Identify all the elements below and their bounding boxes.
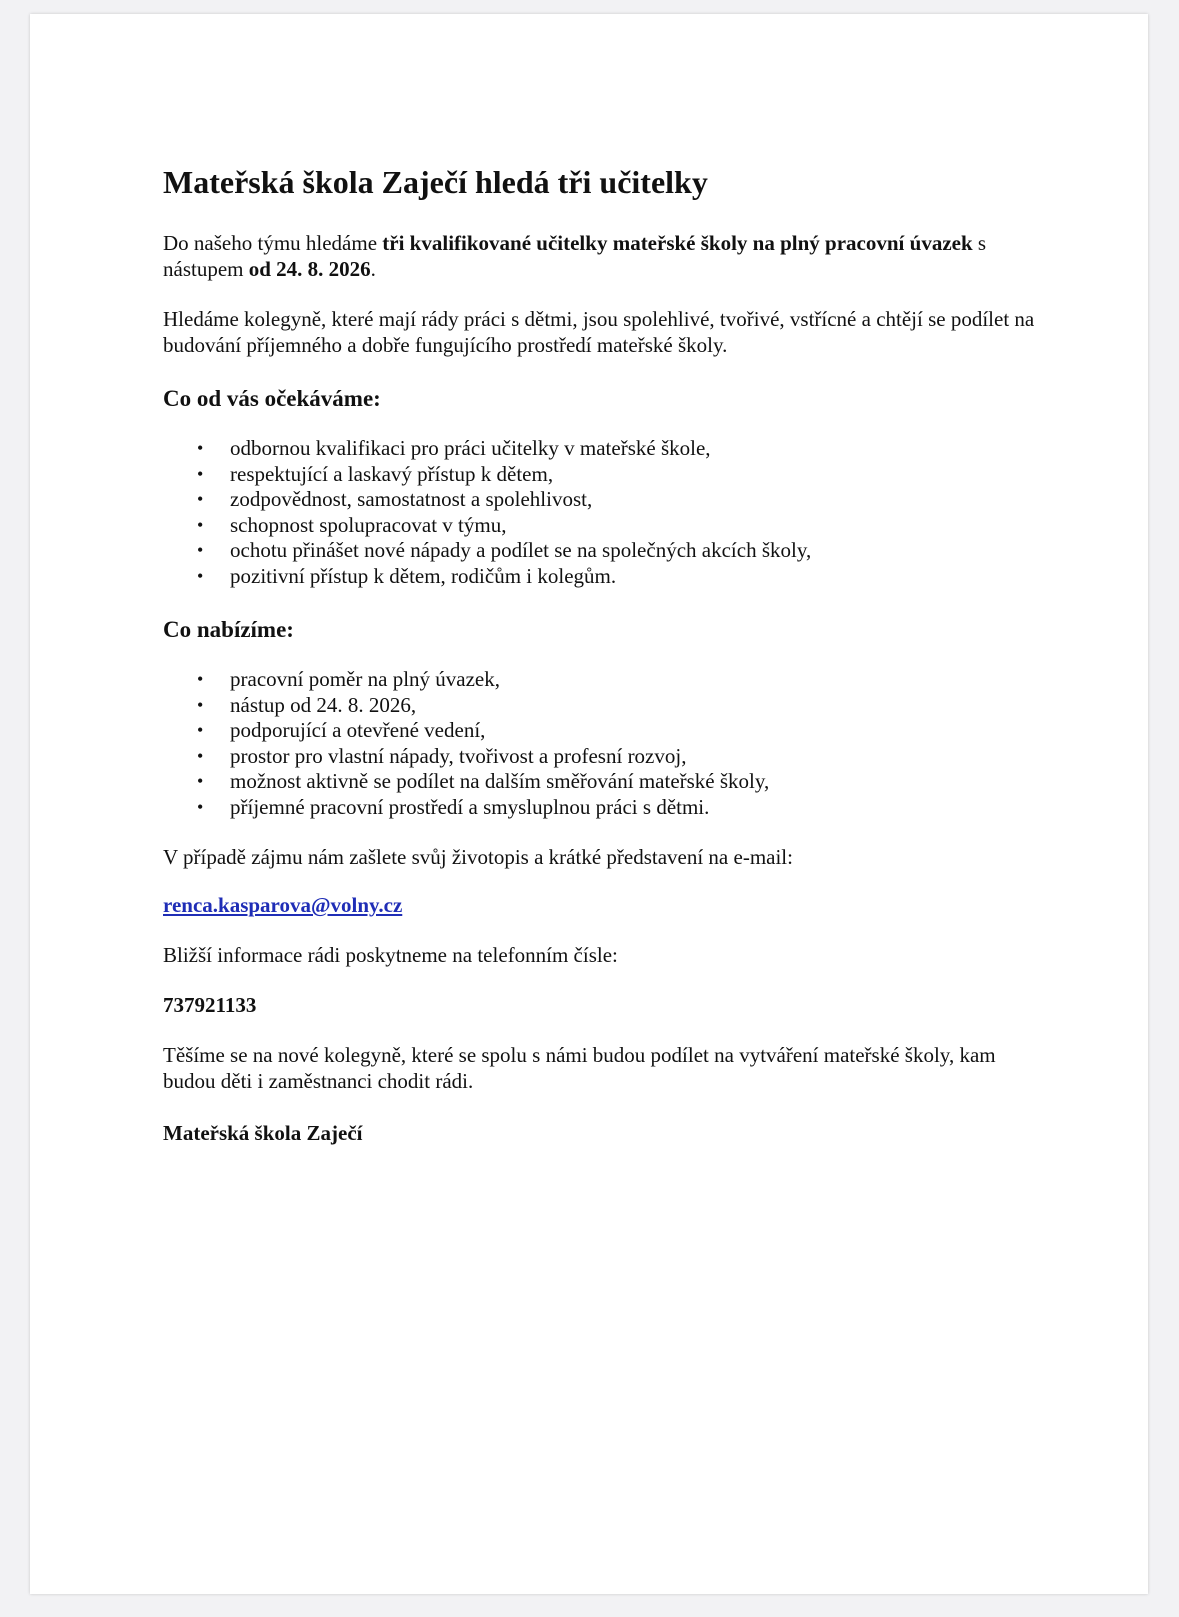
intro-text-3: .	[370, 257, 376, 281]
contact-intro: V případě zájmu nám zašlete svůj životopis a krátké představení na e-mail:	[163, 845, 793, 869]
list-item: • schopnost spolupracovat v týmu,	[197, 512, 507, 537]
list-item: • zodpovědnost, samostatnost a spolehlivost,	[197, 487, 593, 511]
signature: Mateřská škola Zaječí	[163, 1121, 363, 1145]
list-item: • podporující a otevřené vedení,	[197, 718, 486, 742]
bullet-icon: •	[197, 463, 204, 484]
list-item: • respektující a laskavý přístup k dětem,	[197, 461, 554, 486]
bullet-icon: •	[197, 720, 204, 740]
list-item: • pracovní poměr na plný úvazek,	[197, 667, 500, 691]
bullet-icon: •	[197, 745, 204, 766]
description-paragraph: Hledáme kolegyně, které mají rády práci s dětmi, jsou spolehlivé, tvořivé, vstřícné a chtějí se podílet na budování příjemného a dobře fungujícího prostředí mateřské školy.	[163, 307, 1035, 357]
bullet-icon: •	[197, 540, 204, 560]
phone-number: 737921133	[163, 993, 257, 1017]
document-content	[163, 144, 1043, 1146]
phone-intro: Bližší informace rádi poskytneme na telefonním čísle:	[163, 943, 618, 967]
bullet-icon: •	[197, 694, 204, 715]
intro-text-2: s nástupem	[163, 231, 987, 281]
closing-paragraph: Těšíme se na nové kolegyně, které se spolu s námi budou podílet na vytváření mateřské školy, kam budou děti i zaměstnanci chodit rádi.	[163, 1043, 996, 1093]
intro-paragraph	[163, 230, 1043, 282]
bullet-icon: •	[197, 565, 204, 586]
intro-bold-start-date: od 24. 8. 2026	[248, 257, 371, 281]
bullet-icon: •	[197, 669, 204, 689]
expectations-heading: Co od vás očekáváme:	[163, 386, 381, 411]
email-link[interactable]: renca.kasparova@volny.cz	[163, 893, 403, 917]
list-item: • odbornou kvalifikaci pro práci učitelky v mateřské škole,	[197, 436, 711, 460]
list-item: • příjemné pracovní prostředí a smysluplnou práci s dětmi.	[197, 794, 710, 819]
expectations-list	[197, 436, 1043, 589]
intro-bold-position: tři kvalifikované učitelky mateřské školy na plný pracovní úvazek	[382, 231, 973, 255]
list-item: • možnost aktivně se podílet na dalším směřování mateřské školy,	[197, 769, 770, 793]
bullet-icon: •	[197, 438, 204, 458]
bullet-icon: •	[197, 514, 204, 535]
list-item: • prostor pro vlastní nápady, tvořivost a profesní rozvoj,	[197, 743, 687, 768]
document-page	[30, 14, 1148, 1594]
offers-list	[197, 667, 1043, 820]
page-title: Mateřská škola Zaječí hledá tři učitelky	[163, 164, 708, 200]
bullet-icon: •	[197, 796, 204, 817]
intro-text-1: Do našeho týmu hledáme	[163, 231, 383, 255]
list-item: • ochotu přinášet nové nápady a podílet se na společných akcích školy,	[197, 538, 812, 562]
list-item: • pozitivní přístup k dětem, rodičům i kolegům.	[197, 563, 617, 588]
offers-heading: Co nabízíme:	[163, 617, 294, 642]
bullet-icon: •	[197, 489, 204, 509]
list-item: • nástup od 24. 8. 2026,	[197, 692, 417, 717]
bullet-icon: •	[197, 771, 204, 791]
